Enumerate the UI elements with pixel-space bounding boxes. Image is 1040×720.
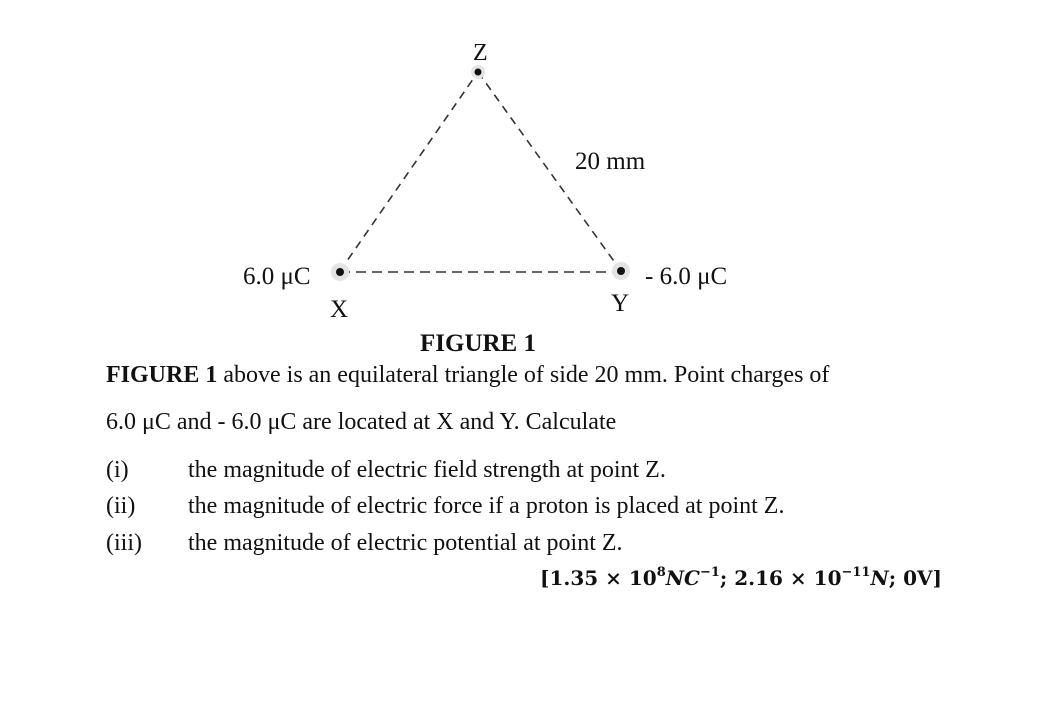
intro-text-line1: above is an equilateral triangle of side 20 mm. Point charges of: [217, 362, 830, 388]
item-number: (i): [106, 457, 129, 483]
answer-exponent: −1: [699, 565, 720, 580]
item-number: (ii): [106, 493, 136, 519]
point-z-label: Z: [473, 40, 488, 66]
item-number: (iii): [106, 530, 142, 556]
figure-reference: FIGURE 1: [106, 362, 218, 388]
answer-part: [1.35 × 10: [540, 566, 657, 590]
side-xz: [340, 72, 478, 271]
charge-y-dot: [617, 267, 625, 275]
answer-exponent: −11: [841, 565, 871, 580]
charge-y-label: - 6.0 μC: [645, 263, 728, 290]
point-x-label: X: [330, 296, 349, 323]
point-y-label: Y: [611, 290, 630, 317]
charge-x-label: 6.0 μC: [243, 263, 311, 290]
item-text: the magnitude of electric potential at point Z.: [188, 530, 623, 556]
question-intro-line1: [106, 362, 829, 389]
question-intro-line2: 6.0 μC and - 6.0 μC are located at X and Y. Calculate: [106, 409, 617, 435]
point-z-dot: [475, 69, 482, 76]
answer-part: ; 2.16 × 10: [719, 566, 842, 590]
figure-caption: FIGURE 1: [420, 330, 536, 357]
item-text: the magnitude of electric field strength at point Z.: [188, 457, 666, 483]
answer-unit: N: [870, 566, 889, 590]
triangle-figure: [0, 0, 1040, 340]
charge-x-dot: [336, 268, 344, 276]
side-length-label: 20 mm: [575, 148, 646, 175]
answer-key: [540, 566, 942, 590]
answer-exponent: 8: [656, 565, 666, 580]
answer-part: ; 0V]: [888, 566, 942, 590]
item-text: the magnitude of electric force if a proton is placed at point Z.: [188, 493, 785, 519]
answer-unit: NC: [665, 566, 700, 590]
